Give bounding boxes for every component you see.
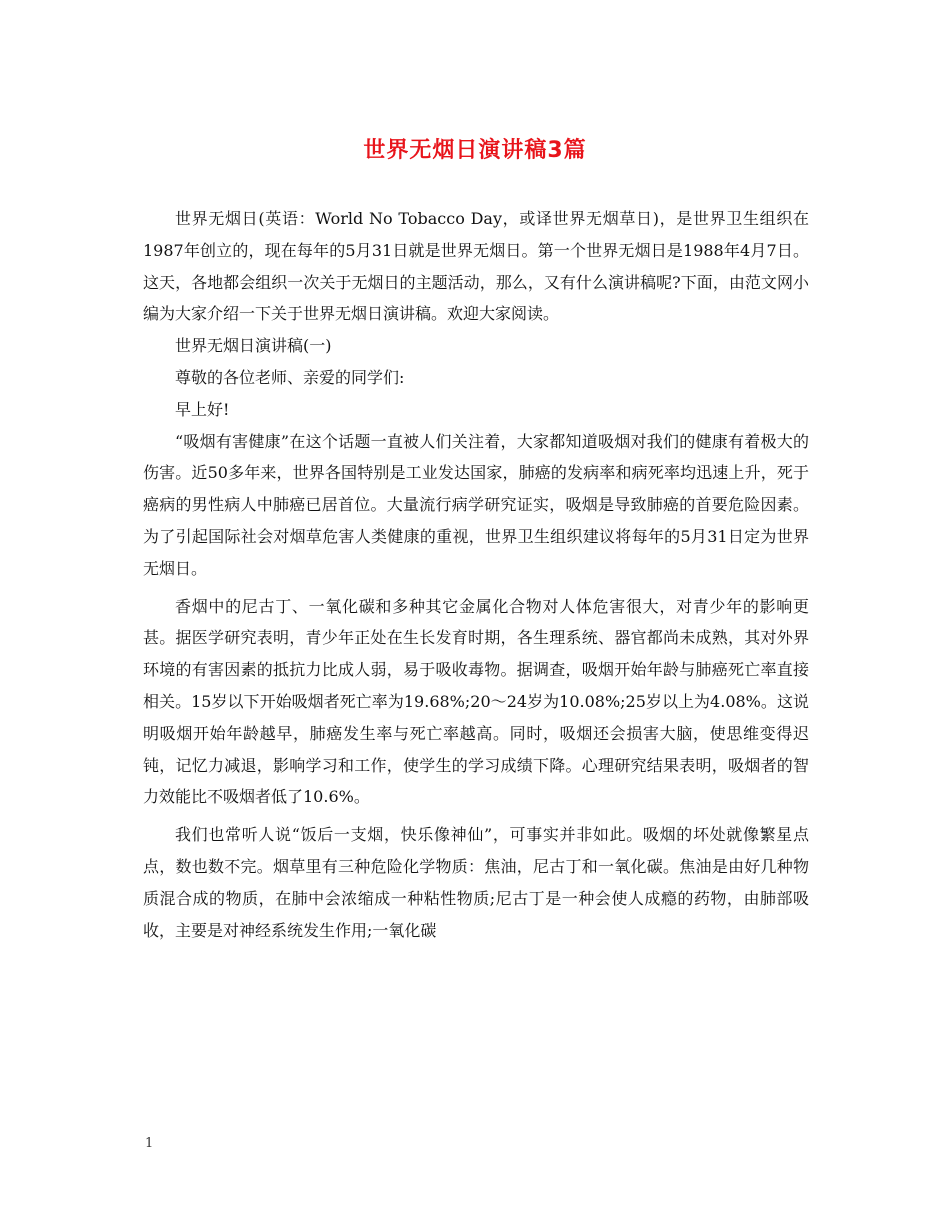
document-body — [143, 203, 809, 946]
greeting: 早上好! — [175, 399, 230, 419]
body-paragraph: “吸烟有害健康”在这个话题一直被人们关注着，大家都知道吸烟对我们的健康有着极大的伤害。近50多年来，世界各国特别是工业发达国家，肺癌的发病率和病死率均迅速上升，死于癌病的男性病人中肺癌已居首位。大量流行病学研究证实，吸烟是导致肺癌的首要危险因素。为了引起国际社会对烟草危害人类健康的重视，世界卫生组织建议将每年的5月31日定为世界无烟日。 — [143, 431, 809, 578]
body-paragraph: 我们也常听人说“饭后一支烟，快乐像神仙”，可事实并非如此。吸烟的坏处就像繁星点点，数也数不完。烟草里有三种危险化学物质：焦油，尼古丁和一氧化碳。焦油是由好几种物质混合成的物质，在肺中会浓缩成一种粘性物质;尼古丁是一种会使人成瘾的药物，由肺部吸收，主要是对神经系统发生作用;一氧化碳 — [143, 825, 809, 940]
page-number: 1 — [145, 1136, 154, 1151]
salutation: 尊敬的各位老师、亲爱的同学们: — [175, 367, 405, 387]
document-title: 世界无烟日演讲稿3篇 — [363, 138, 587, 163]
intro-paragraph: 世界无烟日(英语：World No Tobacco Day，或译世界无烟草日)，是世界卫生组织在1987年创立的，现在每年的5月31日就是世界无烟日。第一个世界无烟日是1988年4月7日。这天，各地都会组织一次关于无烟日的主题活动，那么，又有什么演讲稿呢?下面，由范文网小编为大家介绍一下关于世界无烟日演讲稿。欢迎大家阅读。 — [143, 209, 809, 324]
speech-heading: 世界无烟日演讲稿(一) — [175, 336, 332, 356]
body-paragraph: 香烟中的尼古丁、一氧化碳和多种其它金属化合物对人体危害很大，对青少年的影响更甚。据医学研究表明，青少年正处在生长发育时期，各生理系统、器官都尚未成熟，其对外界环境的有害因素的抵抗力比成人弱，易于吸收毒物。据调查，吸烟开始年龄与肺癌死亡率直接相关。15岁以下开始吸烟者死亡率为19.68%;20～24岁为10.08%;25岁以上为4.08%。这说明吸烟开始年龄越早，肺癌发生率与死亡率越高。同时，吸烟还会损害大脑，使思维变得迟钝，记忆力减退，影响学习和工作，使学生的学习成绩下降。心理研究结果表明，吸烟者的智力效能比不吸烟者低了10.6%。 — [143, 596, 809, 807]
